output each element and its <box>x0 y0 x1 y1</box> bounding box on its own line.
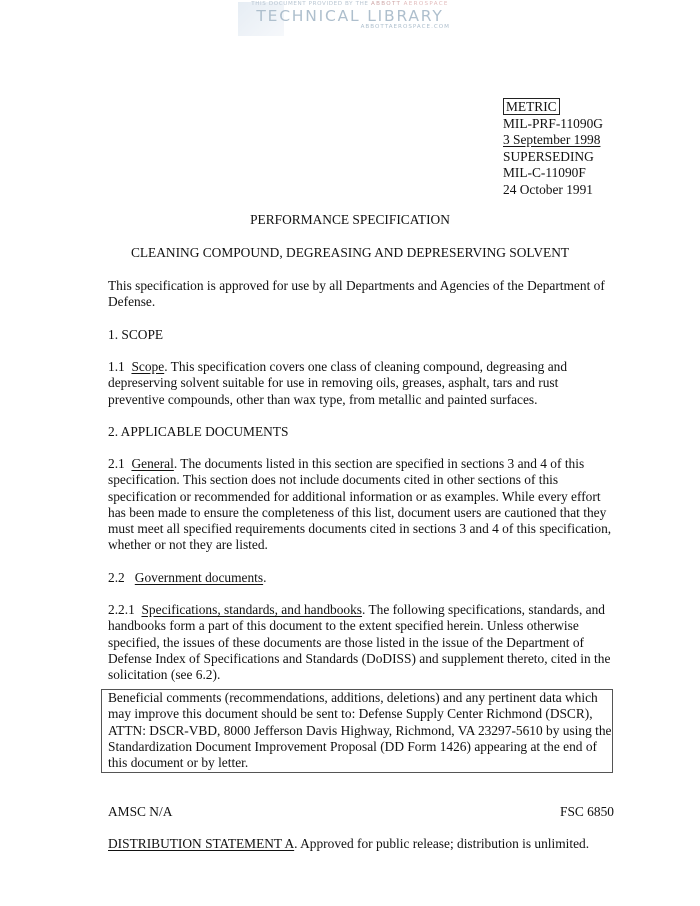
doc-number: MIL-PRF-11090G <box>503 115 603 131</box>
distribution-statement: DISTRIBUTION STATEMENT A. Approved for public release; distribution is unlimited. <box>108 836 590 851</box>
beneficial-comments-box: Beneficial comments (recommendations, additions, deletions) and any pertinent data which may improve this document should be sent to: Defense Supply Center Richmond (DSCR), ATTN: DSCR-VBD, 8000 Jefferson Davis Highway, Richmond, VA 23297-5610 by using the Standardization Document Improvement Proposal (DD Form 1426) appearing at the end of this document or by letter. <box>101 689 613 773</box>
section-2-2-title: Government documents <box>134 570 264 585</box>
superseded-date: 24 October 1991 <box>503 181 593 197</box>
section-1-1-title: Scope <box>131 359 165 374</box>
document-id-block <box>503 98 603 199</box>
abbott-watermark <box>232 0 468 38</box>
doc-date: 3 September 1998 <box>503 132 601 148</box>
watermark-title: TECHNICAL LIBRARY <box>256 7 444 25</box>
section-2-1-title: General <box>131 456 174 471</box>
fsc-label: FSC 6850 <box>560 804 614 819</box>
superseding-label: SUPERSEDING <box>503 148 594 164</box>
spec-subject-heading: CLEANING COMPOUND, DEGREASING AND DEPRESERVING SOLVENT <box>130 245 570 260</box>
section-2-2-paragraph: 2.2 Government documents. <box>108 570 267 585</box>
approval-statement: This specification is approved for use by all Departments and Agencies of the Department of Defense. <box>108 278 605 310</box>
section-2-2-1-paragraph: 2.2.1 Specifications, standards, and handbooks. The following specifications, standards, and handbooks form a part of this document to the extent specified herein. Unless otherwise specified, the issues of these documents are those listed in the issue of the Department of Defense Index of Specifications and Standards (DoDISS) and supplement thereto, cited in the solicitation (see 6.2). <box>108 602 611 683</box>
watermark-url: ABBOTTAEROSPACE.COM <box>360 24 450 30</box>
section-2-2-1-title: Specifications, standards, and handbooks <box>141 602 363 617</box>
section-docs-heading: 2. APPLICABLE DOCUMENTS <box>108 424 289 439</box>
metric-badge: METRIC <box>503 98 560 115</box>
amsc-label: AMSC N/A <box>108 804 173 819</box>
section-scope-heading: 1. SCOPE <box>108 327 164 342</box>
section-1-1-paragraph: 1.1 Scope. This specification covers one class of cleaning compound, degreasing and depreserving solvent suitable for use in removing oils, greases, asphalt, tars and rust preventive compounds, other than wax type, from metallic and painted surfaces. <box>108 359 568 407</box>
distribution-label: DISTRIBUTION STATEMENT A <box>108 836 295 851</box>
section-2-1-paragraph: 2.1 General. The documents listed in this section are specified in sections 3 and 4 of this specification. This section does not include documents cited in other sections of this specification or recommended for additional information or as examples. While every effort has been made to ensure the completeness of this list, document users are cautioned that they must meet all specified requirements documents cited in sections 3 and 4 of this specification, whether or not they are listed. <box>108 456 612 553</box>
watermark-provided-by: THIS DOCUMENT PROVIDED BY THE ABBOTT AEROSPACE <box>251 1 449 7</box>
superseded-number: MIL-C-11090F <box>503 165 586 181</box>
spec-type-heading: PERFORMANCE SPECIFICATION <box>250 212 450 227</box>
